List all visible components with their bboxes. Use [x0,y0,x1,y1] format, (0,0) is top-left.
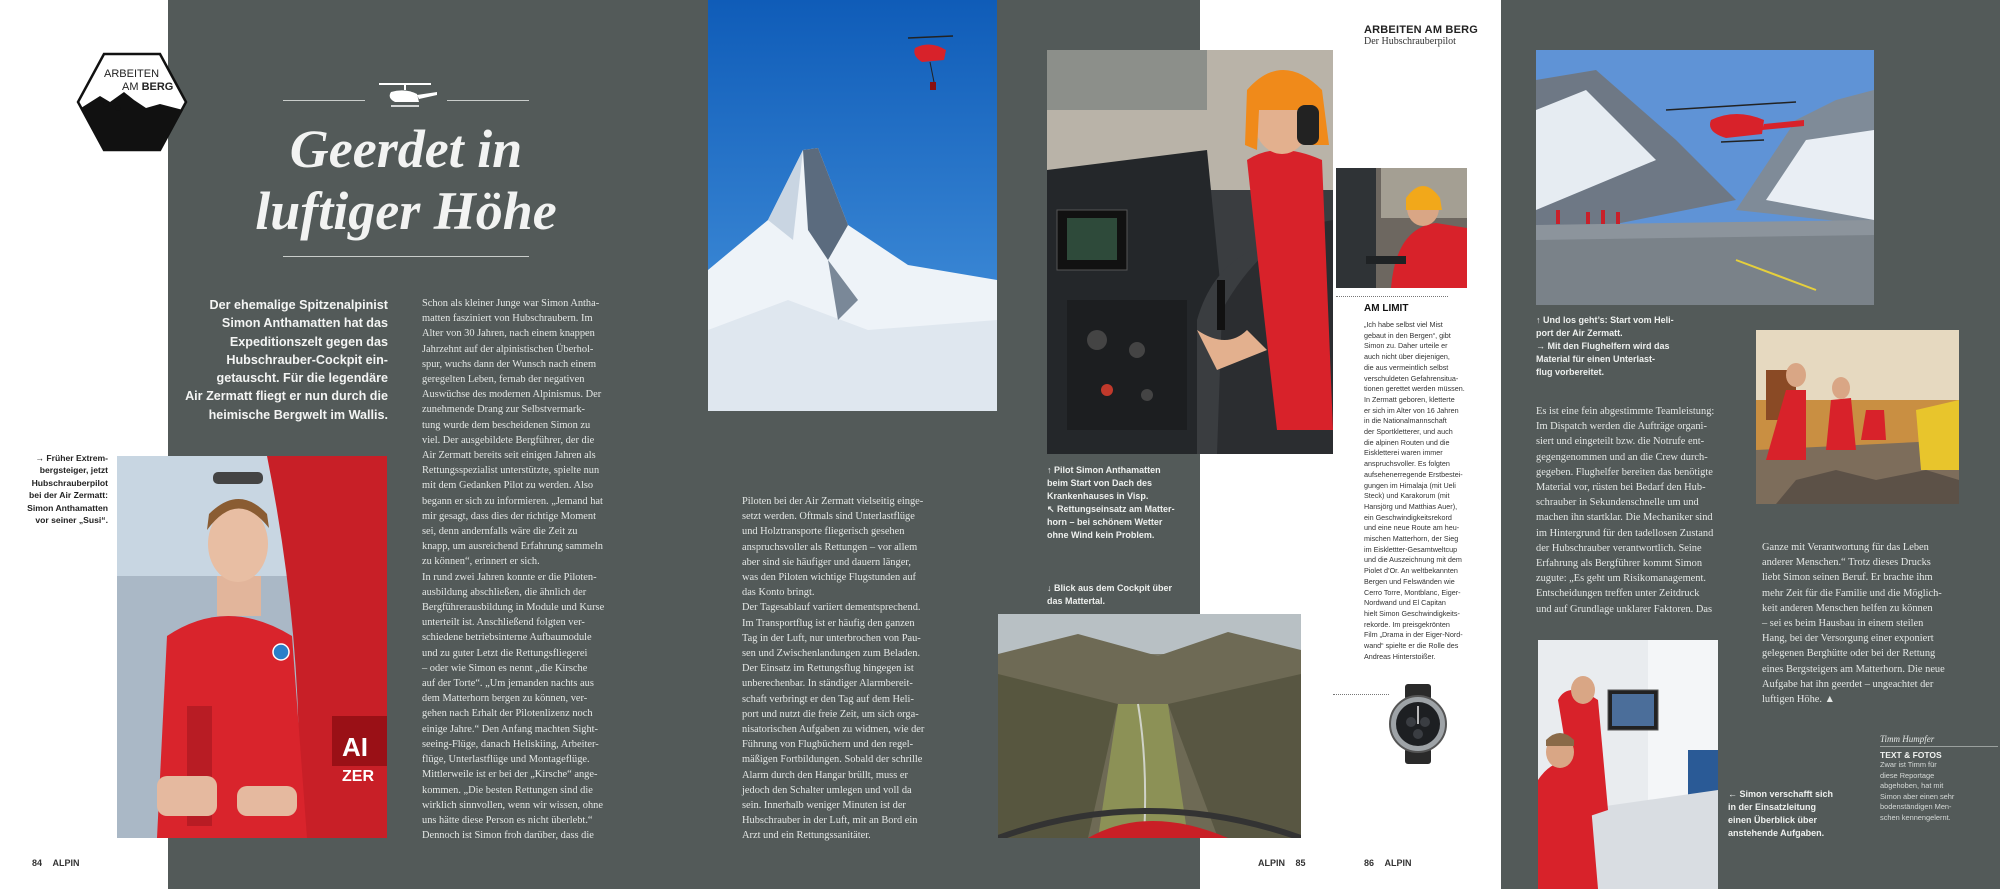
body-column-4: Ganze mit Verantwortung für das Leben anderer Menschen.“ Trotz dieses Drucks liebt Simon seinen Beruf. Er brachte ihm mehr Zeit für die Familie und die Möglich- keit anderen Menschen helfen zu können – sei es beim Hausbau in einem steilen Hang, bei der Versorgung einer exponiert gelegenen Berghütte oder bei der Rettung eines Bergsteigers am Matterhorn. Die neue Aufgabe hat ihn geerdet – ungeachtet der luftigen Höhe. ▲ [1762,542,1945,706]
kicker [1364,24,1494,47]
credit-text: Zwar ist Timm für diese Reportage abgehoben, hat mit Simon aber einen sehr bodenständigen Men- schen kennengelernt. [1880,760,1955,822]
sidebar-text: „Ich habe selbst viel Mist gebaut in den Bergen“, gibt Simon zu. Daher urteile er auch nicht über diejenigen, die aus vermeintlich selbst verschuldeten Gefahrensitua- tionen gerettet werden müssen. In Zermatt geboren, kletterte er sich im Alter von 16 Jahren in die Nationalmannschaft der Sportkletterer, und auch die alpinen Routen und die Eiskletterei waren immer anspruchsvoller. Es folgten aufsehenerregende Erstbestei- gungen im Himalaja (mit Ueli Steck) und Karakorum (mit Hansjörg und Matthias Auer), ein Geschwindigkeitsrekord und eine neue Route am heu- mischen Matterhorn, der Sieg im Eisklettter-Gesamtweltcup und die Auszeichnung mit dem Piolet d’Or. An weltbekannten Bergen und Felswänden wie Cerro Torre, Montblanc, Eiger- Nordwand und El Capitan hielt Simon Geschwindigkeits- rekorde. Im preisgekrönten Film „Drama in der Eiger-Nord- wand“ spielte er die Rolle des Andreas Hinterstoißer. [1364,320,1465,661]
sidebar-heading: AM LIMIT [1364,303,1409,314]
folio-left [32,858,80,868]
cockpit-photo [1047,50,1333,454]
section-badge [76,52,188,152]
page-number-85: 85 [1295,858,1306,868]
page-number-84: 84 [32,858,43,868]
badge-line-1: ARBEITEN [104,68,160,80]
title-line-1: Geerdet in [289,119,523,179]
magazine-name-85: ALPIN [1258,858,1285,868]
folio-middle [1258,858,1306,868]
title-rule [283,256,529,257]
valley-caption: ↓ Blick aus dem Cockpit über das Mattertal. [1047,583,1173,606]
title-line-2: luftiger Höhe [255,181,557,241]
matterhorn-photo [708,0,997,411]
body-column-3: Es ist eine fein abgestimmte Teamleistung: Im Dispatch werden die Aufträge organi- siert und eingeteilt bzw. die Notrufe ent- gegengenommen und an die Crew durch- gegeben. Flughelfer bereiten das benötigte Material vor, rüsten bei Bedarf den Hub- schrauber in Sekundenschnelle um und machen ihn startklar. Die Mechaniker sind im Hintergrund für den tadellosen Zustand der Hubschrauber verantwortlich. Seine Erfahrung als Bergführer kommt Simon zugute: „Es geht um Risikomanagement. Entscheidungen treffen unter Zeitdruck und auf Grundlage unklarer Faktoren. Das [1536,406,1715,615]
credit-author: Timm Humpfer [1880,734,1998,747]
kicker-title: ARBEITEN AM BERG [1364,24,1479,36]
badge-line-2: AM [122,81,139,93]
magazine-name: ALPIN [52,858,80,868]
svg-text:AI: AI [342,732,368,762]
portrait-photo [117,456,387,838]
helicopter-icon [373,80,439,110]
badge-text [104,68,174,94]
badge-hexagon-icon [76,52,188,152]
svg-text:ZER: ZER [342,768,374,785]
lead-paragraph: Der ehemalige Spitzenalpinist Simon Anthamatten hat das Expeditionszelt gegen das Hubschrauber-Cockpit ein- getauscht. Für die legendäre Air Zermatt fliegt er nun durch die heimische Bergwelt im Wallis. [185,298,388,422]
sidebar-box [1364,303,1476,663]
magazine-name-86: ALPIN [1384,858,1412,868]
watch-icon [1383,684,1453,764]
author-credit [1880,734,1998,824]
kicker-subtitle: Der Hubschrauberpilot [1364,36,1456,47]
credit-heading: TEXT & FOTOS [1880,750,1942,760]
title-ornament [283,80,529,110]
body-column-1: Schon als kleiner Junge war Simon Antha- matten fasziniert von Hubschraubern. Im Alter von 30 Jahren, nach einem knappen Jahrzehnt auf der alpinistischen Überhol- spur, wuchs dann der Wunsch nach einem geregelten Leben, fernab der negativen Auswüchse des modernen Alpinismus. Der zunehmende Drang zur Selbstvermark- tung wurde dem bescheidenen Simon zu viel. Der ausgebildete Bergführer, der die Air Zermatt bereits seit einigen Jahren als Rettungsspezialist unterstützte, spielte nun mit dem Gedanken Pilot zu werden. Also begann er sich zu informieren. „Jemand hat mir gesagt, dass dies der richtige Moment sei, denn andernfalls wäre die Zeit zu knapp, um ausreichend Erfahrung sammeln zu können“, erinnert er sich. In rund zwei Jahren konnte er die Piloten- ausbildung abschließen, die ähnlich der Bergführerausbildung in Module und Kurse unterteilt ist. Anschließend folgten ver- schiedene betriebsinterne Aufbaumodule und zu guter Letzt die Rettungsfliegerei – oder wie Simon es nennt „die Kirsche auf der Torte“. „Um jemanden nachts aus dem Matterhorn bergen zu können, ver- gehen nach Erhalt der Pilotenlizenz noch einige Jahre.“ Den Anfang machten Sight- seeing-Flüge, danach Heliskiing, Arbeiter- flüge, Unterlastflüge und Montageflüge. Mittlerweile ist er bei der „Kirsche“ ange- kommen. „Die besten Rettungen sind die wirklich sinnvollen, wenn wir wissen, ohne uns hätte diese Person es nicht überlebt.“ Dennoch ist Simon froh darüber, dass die [422,298,605,842]
heliport-photo [1536,50,1874,305]
folio-right [1364,858,1412,868]
watch-dotted-rule [1333,694,1389,695]
dispatch-photo [1538,640,1718,889]
pilot-helmet-photo [1336,168,1467,288]
watch-photo [1383,684,1453,764]
cockpit-caption: ↑ Pilot Simon Anthamatten beim Start von Dach des Krankenhauses in Visp. ↖ Rettungseinsatz am Matter- horn – bei schönem Wetter ohne Wind kein Problem. [1047,465,1175,540]
valley-photo [998,614,1301,838]
page-number-86: 86 [1364,858,1375,868]
start-caption: ↑ Und los geht’s: Start vom Heli- port der Air Zermatt. → Mit den Flughelfern wird das Material für einen Unterlast- flug vorbereitet. [1536,315,1674,377]
sidebar-dotted-rule [1336,296,1448,297]
body-column-2: Piloten bei der Air Zermatt vielseitig einge- setzt werden. Oftmals sind Unterlastflüge und Holztransporte fliegerisch gesehen anspruchsvoller als Rettungen – vor allem aber sind sie häufiger und dauern länger, was den Piloten wichtige Flugstunden auf das Konto bringt. Der Tagesablauf variiert dementsprechend. Im Transportflug ist er häufig den ganzen Tag in der Luft, nur unterbrochen von Pau- sen und Zwischenlandungen zum Beladen. Der Einsatz im Rettungsflug hingegen ist unberechenbar. In ständiger Alarmbereit- schaft verbringt er den Tag auf dem Heli- port und nutzt die freie Zeit, um sich orga- nisatorischen Aufgaben zu widmen, wie der Führung von Flugbüchern und den regel- mäßigen Fortbildungen. Sobald der schrille Alarm durch den Hangar brüllt, muss er jedoch den Schalter umlegen und voll da sein. Innerhalb weniger Minuten ist der Hubschrauber in der Luft, mit an Bord ein Arzt und ein Rettungssanitäter. [742,496,925,842]
portrait-caption: → Früher Extrem- bergsteiger, jetzt Hubschrauberpilot bei der Air Zermatt: Simon Anthamatten vor seiner „Susi“. [27,453,108,526]
hangar-photo [1756,330,1959,504]
page-title [230,118,582,242]
badge-line-3: BERG [141,81,174,93]
dispatch-caption: ← Simon verschafft sich in der Einsatzleitung einen Überblick über anstehende Aufgaben. [1728,789,1834,838]
